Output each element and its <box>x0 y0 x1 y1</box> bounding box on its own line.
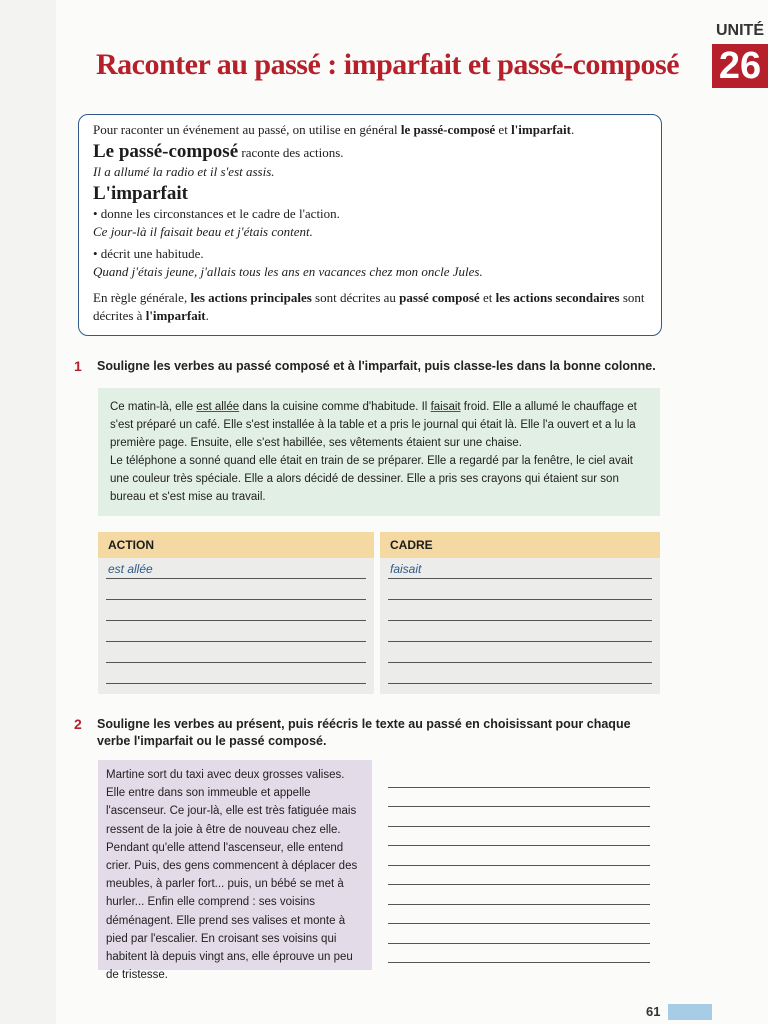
answer-line[interactable] <box>388 621 652 642</box>
exercise-2-number: 2 <box>74 716 82 732</box>
rule-intro: Pour raconter un événement au passé, on utilise en général le passé-composé et l'imparfait. <box>93 122 575 137</box>
answer-line[interactable] <box>388 944 650 964</box>
cadre-column <box>380 532 660 694</box>
answer-line[interactable] <box>388 846 650 866</box>
underlined-verb: est allée <box>196 401 240 413</box>
imp-point-2: • décrit une habitude. <box>93 246 204 261</box>
answer-line[interactable] <box>388 663 652 684</box>
unit-label: UNITÉ <box>716 22 764 39</box>
answer-line[interactable] <box>388 788 650 808</box>
answer-line[interactable] <box>388 768 650 788</box>
underlined-verb: faisait <box>430 401 461 413</box>
exercise-1-text: Ce matin-là, elle est allée dans la cuisine comme d'habitude. Il faisait froid. Elle a allumé le chauffage et s'est préparé un café. Elle s'est installée à la table et a pris le journal qui était là. Elle l'a ouvert et a lu la première page. Ensuite, elle s'est habillée, ses vêtements étaient sur une chaise. Le téléphone a sonné quand elle était en train de se préparer. Elle a regardé par la fenêtre, le ciel avait une couleur très spéciale. Elle a alors décidé de dessiner. Elle a pris ses crayons qui étaient sur son bureau et s'est mise au travail. <box>98 388 660 516</box>
exercise-2-text: Martine sort du taxi avec deux grosses valises. Elle entre dans son immeuble et appelle l'ascenseur. Ce jour-là, elle est très fatiguée mais ressent de la joie à être de nouveau chez elle. Pendant qu'elle attend l'ascenseur, elle entend crier. Puis, des gens commencent à déplacer des meubles, à parler fort... puis, un bébé se met à hurler... Enfin elle comprend : ses voisins déménagent. Elle prend ses valises et monte à pied par l'escalier. En croisant ses voisins qui habitent là depuis vingt ans, elle éprouve un peu de tristesse. <box>98 760 372 970</box>
general-rule: En règle générale, les actions principales sont décrites au passé composé et les actions secondaires sont décrites à l'imparfait. <box>93 290 645 323</box>
answer-line[interactable] <box>388 807 650 827</box>
page-number: 61 <box>646 1004 661 1019</box>
answer-line[interactable] <box>388 885 650 905</box>
answer-line[interactable] <box>388 924 650 944</box>
cadre-header: CADRE <box>380 532 660 558</box>
grammar-rule-box <box>78 114 662 336</box>
answer-line[interactable] <box>388 600 652 621</box>
answer-line[interactable] <box>106 642 366 663</box>
page-title: Raconter au passé : imparfait et passé-composé <box>96 48 680 81</box>
answer-line[interactable] <box>388 579 652 600</box>
answer-line[interactable] <box>388 866 650 886</box>
imp-heading: L'imparfait <box>93 183 188 204</box>
rewrite-lines <box>388 768 650 963</box>
pc-description: raconte des actions. <box>238 145 344 160</box>
imp-example-2: Quand j'étais jeune, j'allais tous les ans en vacances chez mon oncle Jules. <box>93 264 483 279</box>
action-header: ACTION <box>98 532 374 558</box>
exercise-1-number: 1 <box>74 358 82 374</box>
answer-line[interactable] <box>388 905 650 925</box>
page-corner-tab <box>668 1004 712 1020</box>
answer-line[interactable] <box>106 663 366 684</box>
pc-example: Il a allumé la radio et il s'est assis. <box>93 164 275 179</box>
pc-heading: Le passé-composé <box>93 141 239 162</box>
action-example: est allée <box>108 562 153 576</box>
action-column <box>98 532 374 694</box>
imp-example-1: Ce jour-là il faisait beau et j'étais content. <box>93 224 313 239</box>
exercise-1-instruction: Souligne les verbes au passé composé et à l'imparfait, puis classe-les dans la bonne colonne. <box>97 359 656 373</box>
answer-line[interactable] <box>106 621 366 642</box>
answer-line[interactable] <box>388 827 650 847</box>
exercise-2-instruction: Souligne les verbes au présent, puis réécris le texte au passé en choisissant pour chaque verbe l'imparfait ou le passé composé. <box>97 717 631 748</box>
answer-line[interactable] <box>106 579 366 600</box>
imp-point-1: • donne les circonstances et le cadre de l'action. <box>93 206 340 221</box>
answer-line[interactable] <box>388 558 652 579</box>
unit-number: 26 <box>712 44 768 88</box>
answer-line[interactable] <box>106 558 366 579</box>
answer-line[interactable] <box>388 642 652 663</box>
answer-line[interactable] <box>106 600 366 621</box>
cadre-example: faisait <box>390 562 422 576</box>
